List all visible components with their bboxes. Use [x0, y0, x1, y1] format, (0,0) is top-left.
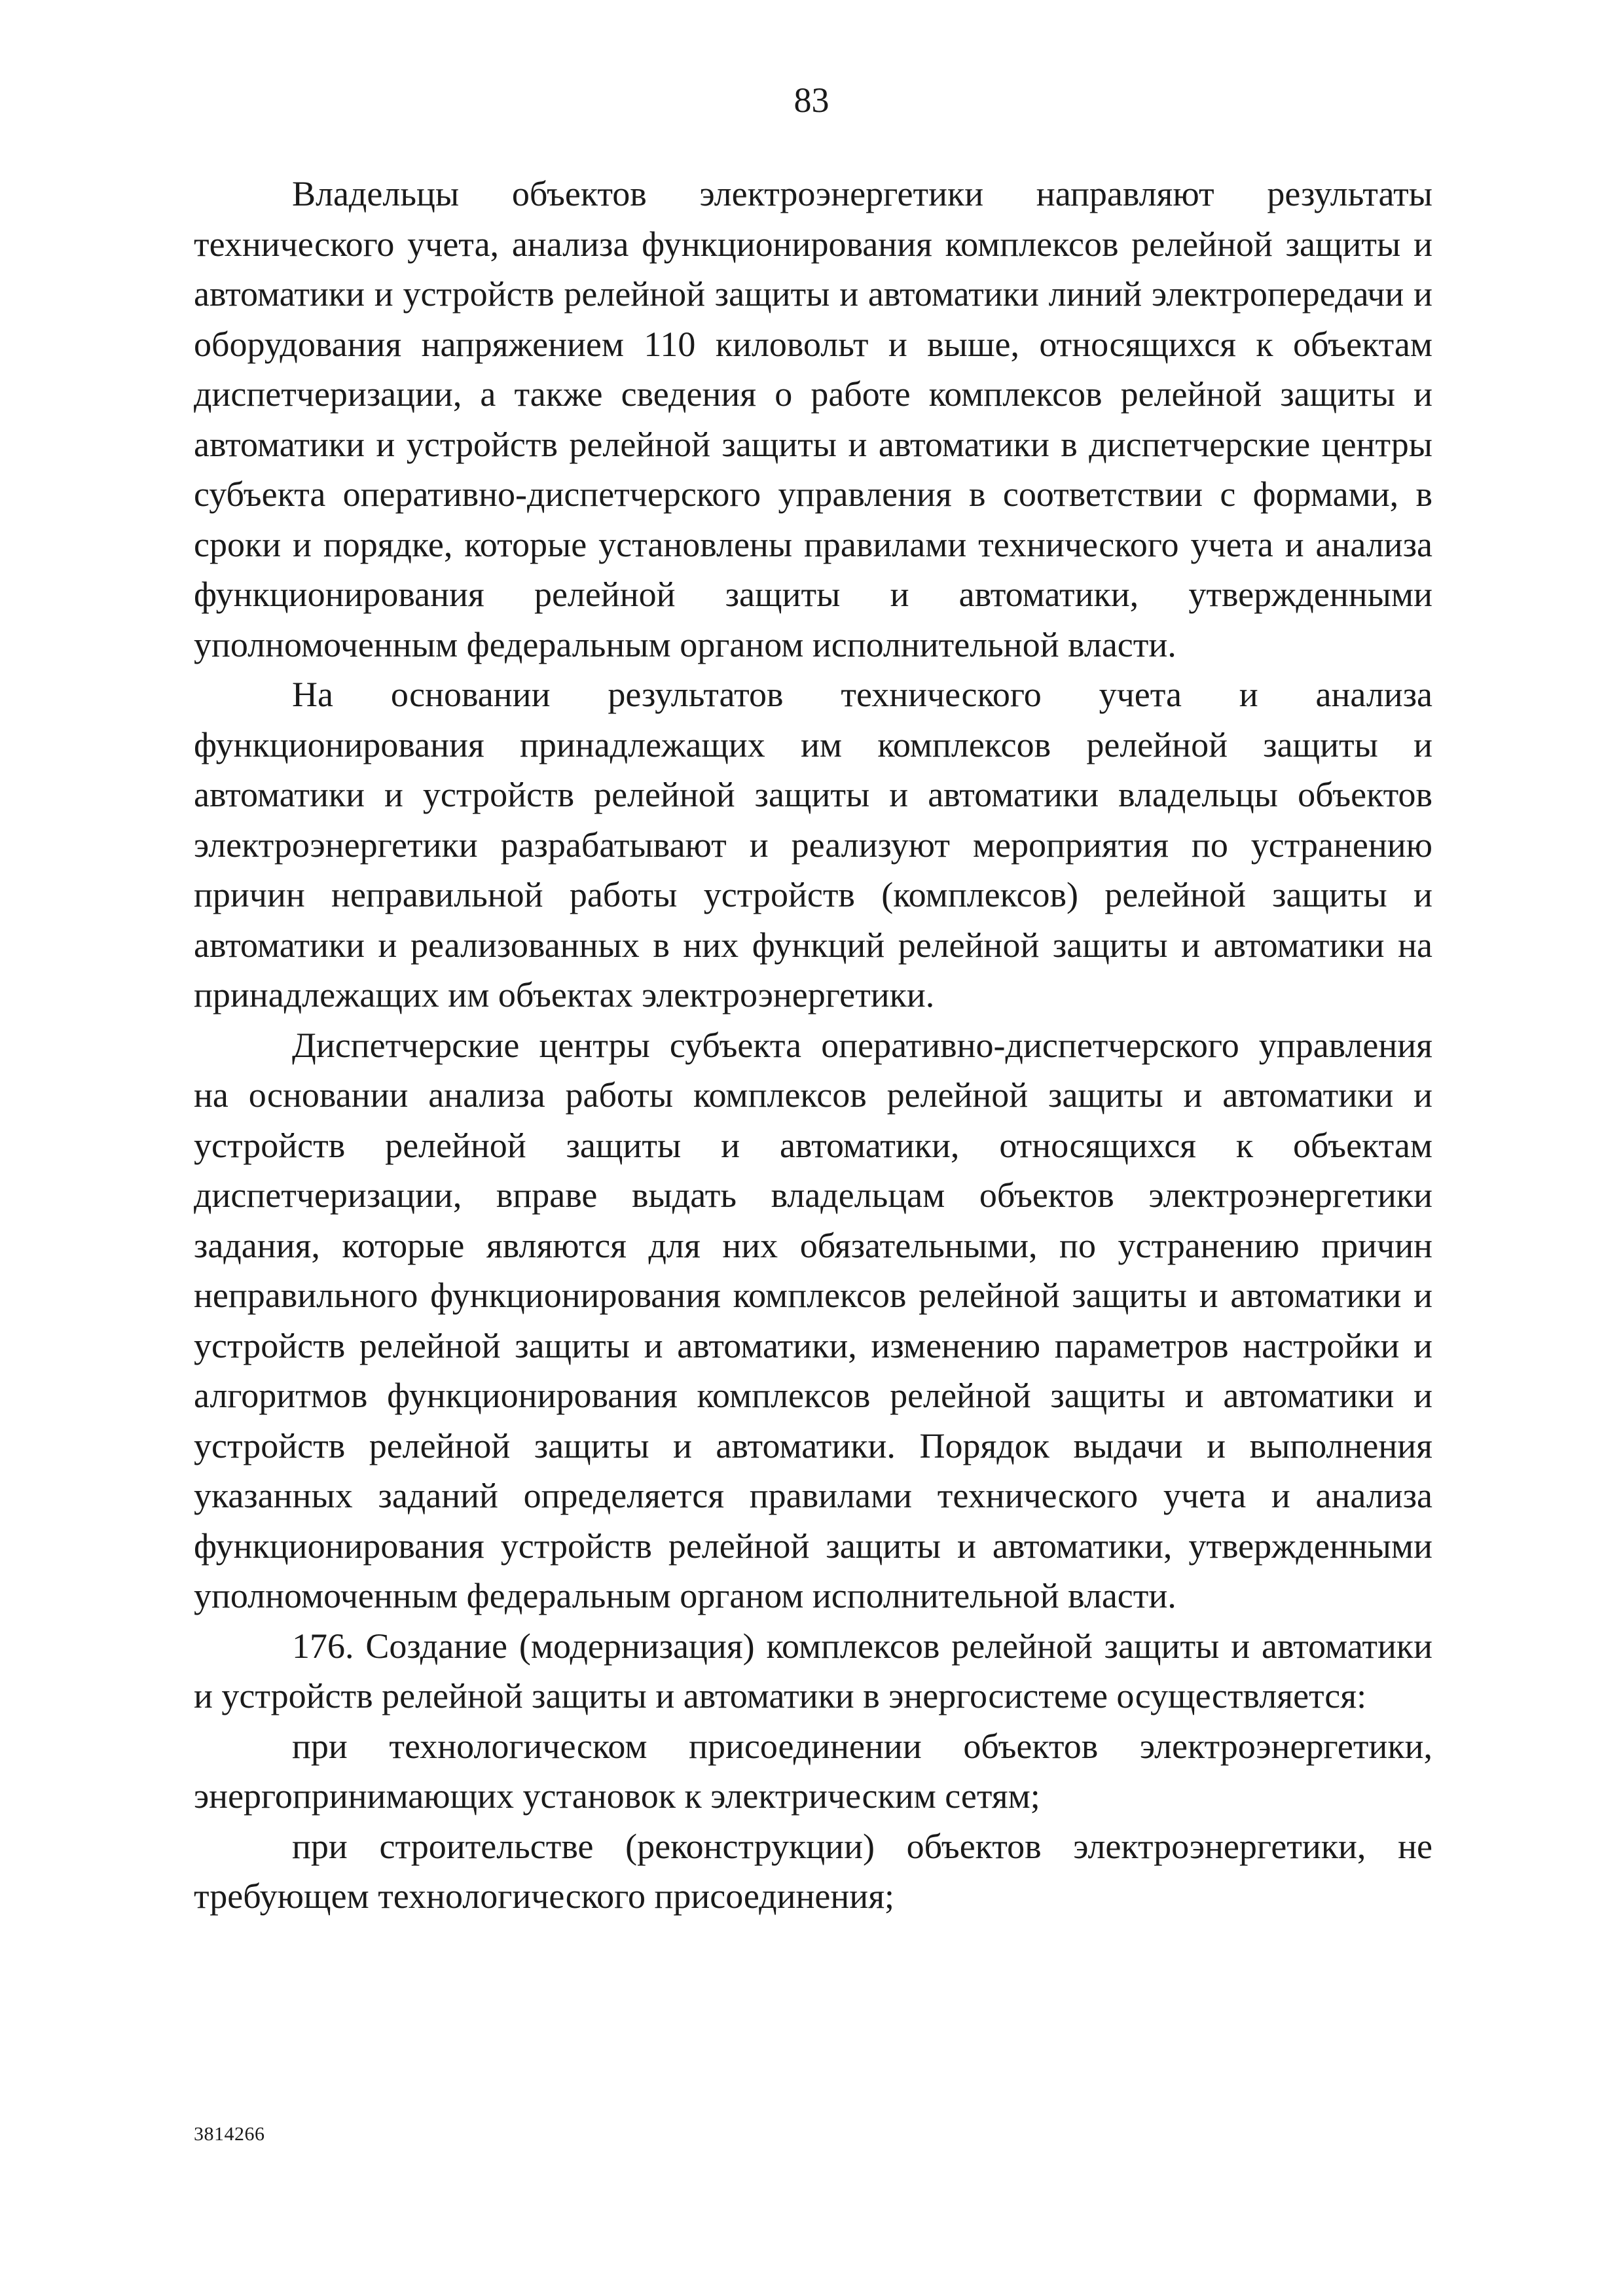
paragraph-report-submission: Владельцы объектов электроэнергетики направляют результаты технического учета, анализа функционирования комплексов релейной защиты и автоматики и устройств релейной защиты и автоматики линий электропередачи и оборудования напряжением 110 киловольт и выше, относящихся к объектам диспетчеризации, а также сведения о работе комплексов релейной защиты и автоматики и устройств релейной защиты и автоматики в диспетчерские центры субъекта оперативно-диспетчерского управления в соответствии с формами, в сроки и порядке, которые установлены правилами технического учета и анализа функционирования релейной защиты и автоматики, утвержденными уполномоченным федеральным органом исполнительной власти.	[194, 174, 1432, 664]
page-number: 83	[793, 81, 830, 120]
list-item-construction: при строительстве (реконструкции) объектов электроэнергетики, не требующем технологического присоединения;	[194, 1826, 1432, 1916]
document-code: 3814266	[194, 2123, 265, 2145]
paragraph-owner-measures: На основании результатов технического учета и анализа функционирования принадлежащих им комплексов релейной защиты и автоматики и устройств релейной защиты и автоматики владельцы объектов электроэнергетики разрабатывают и реализуют мероприятия по устранению причин неправильной работы устройств (комплексов) релейной защиты и автоматики и реализованных в них функций релейной защиты и автоматики на принадлежащих им объектах электроэнергетики.	[194, 675, 1432, 1014]
document-body	[194, 169, 1432, 1922]
paragraph-item-176: 176. Создание (модернизация) комплексов релейной защиты и автоматики и устройств релейной защиты и автоматики в энергосистеме осуществляется:	[194, 1626, 1432, 1715]
list-item-grid-connection: при технологическом присоединении объектов электроэнергетики, энергопринимающих установок к электрическим сетям;	[194, 1726, 1432, 1816]
paragraph-dispatch-tasks: Диспетчерские центры субъекта оперативно-диспетчерского управления на основании анализа работы комплексов релейной защиты и автоматики и устройств релейной защиты и автоматики, относящихся к объектам диспетчеризации, вправе выдать владельцам объектов электроэнергетики задания, которые являются для них обязательными, по устранению причин неправильного функционирования комплексов релейной защиты и автоматики и устройств релейной защиты и автоматики, изменению параметров настройки и алгоритмов функционирования комплексов релейной защиты и автоматики и устройств релейной защиты и автоматики. Порядок выдачи и выполнения указанных заданий определяется правилами технического учета и анализа функционирования устройств релейной защиты и автоматики, утвержденными уполномоченным федеральным органом исполнительной власти.	[194, 1025, 1432, 1615]
